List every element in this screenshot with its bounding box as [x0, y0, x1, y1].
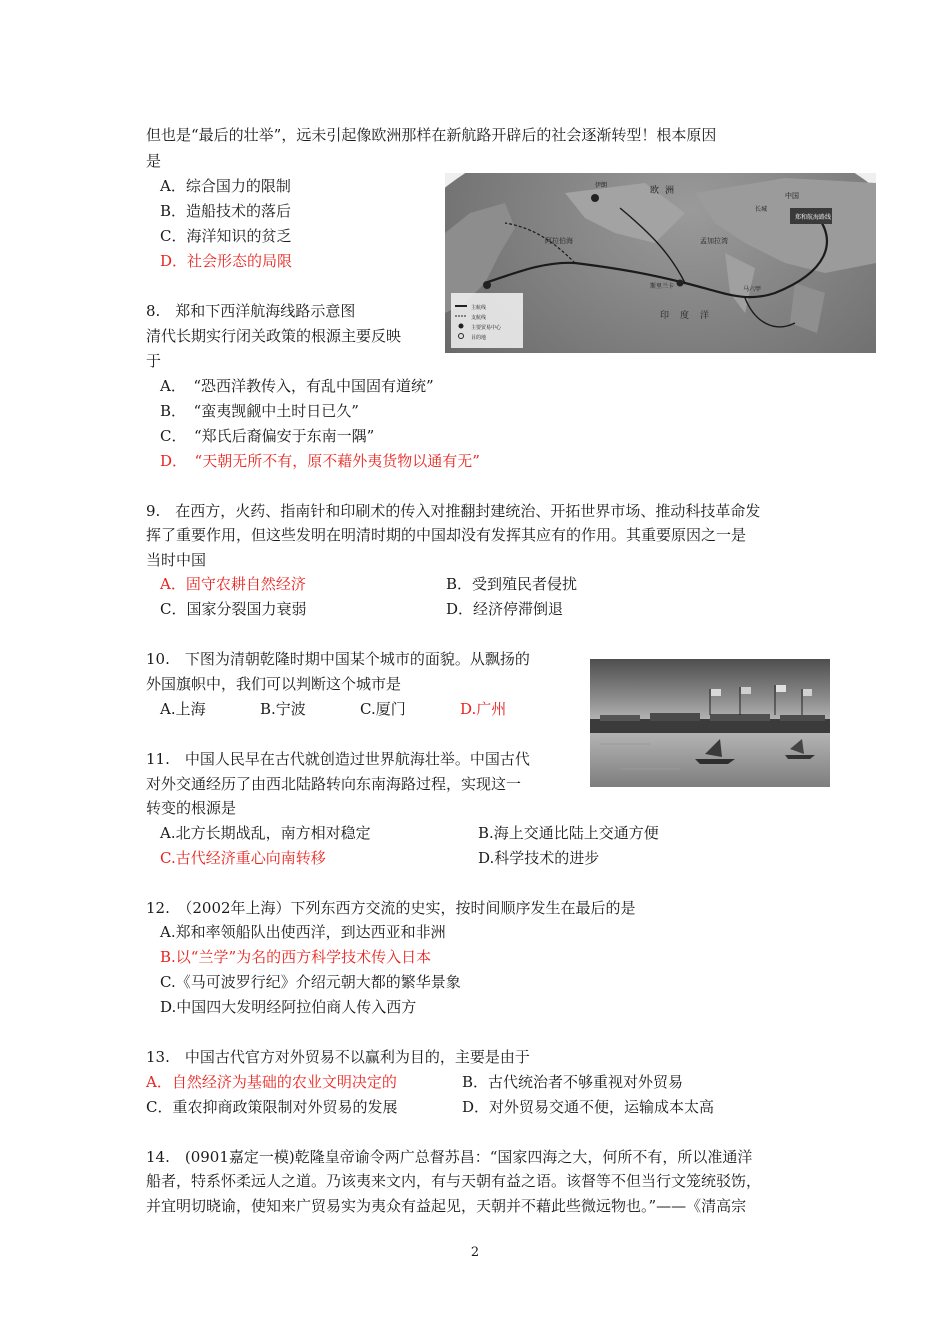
- q9-option-b: B．受到殖民者侵扰: [446, 575, 578, 593]
- zheng-he-voyage-map: [445, 173, 876, 353]
- map-legend-main-route: 主航线: [471, 305, 487, 311]
- q8-stem-line1: 8. 郑和下西洋航海线路示意图: [146, 302, 356, 320]
- q11-option-c-answer: C.古代经济重心向南转移: [160, 849, 326, 867]
- q9-stem-line2: 挥了重要作用，但这些发明在明清时期的中国却没有发挥其应有的作用。其重要原因之一是: [146, 526, 747, 544]
- map-label-iran: 伊朗: [595, 182, 608, 189]
- q14-line3: 并宜明切晓谕，使知来广贸易实为夷众有益起见，天朝并不藉此些微远物也。”——《清高宗: [146, 1197, 747, 1215]
- q12-option-c: C.《马可波罗行纪》介绍元朝大都的繁华景象: [160, 973, 461, 991]
- map-label-indian-ocean-1: 印: [660, 311, 670, 321]
- q10-stem-line1: 10. 下图为清朝乾隆时期中国某个城市的面貌。从飘扬的: [146, 650, 530, 668]
- q12-stem-line1: 12. （2002年上海）下列东西方交流的史实，按时间顺序发生在最后的是: [146, 899, 636, 917]
- map-label-bay-of-bengal: 孟加拉湾: [700, 237, 728, 245]
- q13-stem-line1: 13. 中国古代官方对外贸易不以赢利为目的，主要是由于: [146, 1048, 530, 1066]
- q9-option-d: D．经济停滞倒退: [446, 600, 564, 618]
- q11-stem-line2: 对外交通经历了由西北陆路转向东南海路过程，实现这一: [146, 775, 522, 793]
- map-label-indian-ocean-3: 洋: [700, 311, 710, 321]
- q12-option-d: D.中国四大发明经阿拉伯商人传入西方: [160, 998, 417, 1016]
- q8-option-b: B． “蛮夷觊觎中土时日已久”: [160, 402, 359, 420]
- q10-option-c: C.厦门: [360, 700, 406, 718]
- map-legend-box: [451, 293, 523, 348]
- q11-option-b: B.海上交通比陆上交通方便: [478, 824, 659, 842]
- q8-option-c: C． “郑氏后裔偏安于东南一隅”: [160, 427, 375, 445]
- q7-option-c: C．海洋知识的贫乏: [160, 227, 292, 245]
- map-label-china: 中国: [785, 192, 799, 200]
- map-label-malacca: 马六甲: [743, 286, 762, 293]
- q8-stem-line3: 于: [146, 352, 162, 370]
- q13-option-d: D．对外贸易交通不便，运输成本太高: [462, 1098, 715, 1116]
- q7-stem-line2: 是: [146, 152, 162, 170]
- q11-option-a: A.北方长期战乱，南方相对稳定: [160, 824, 371, 842]
- q7-option-d-answer: D．社会形态的局限: [160, 252, 293, 270]
- map-illustration: [445, 173, 876, 353]
- map-label-arabian-sea: 阿拉伯海: [545, 237, 573, 245]
- q10-option-b: B.宁波: [260, 700, 306, 718]
- q9-option-c: C．国家分裂国力衰弱: [160, 600, 307, 618]
- q13-option-b: B．古代统治者不够重视对外贸易: [462, 1073, 684, 1091]
- map-label-great-wall: 长城: [755, 206, 768, 213]
- harbour-illustration: [590, 659, 830, 787]
- map-label-europe-2: 洲: [665, 186, 675, 196]
- q11-option-d: D.科学技术的进步: [478, 849, 600, 867]
- q9-stem-line1: 9. 在西方，火药、指南针和印刷术的传入对推翻封建统治、开拓世界市场、推动科技革命发: [146, 502, 761, 520]
- page-number: 2: [470, 1245, 480, 1260]
- map-legend-branch-route: 支航线: [471, 315, 487, 321]
- canton-harbour-painting: [590, 659, 830, 787]
- q7-option-a: A．综合国力的限制: [160, 177, 291, 195]
- q7-option-b: B．造船技术的落后: [160, 202, 292, 220]
- q14-line1: 14. (0901嘉定一模)乾隆皇帝谕令两广总督苏昌：“国家四海之大，何所不有，所以准通洋: [146, 1148, 753, 1166]
- q8-stem-line2: 清代长期实行闭关政策的根源主要反映: [146, 327, 402, 345]
- map-legend-destination: 目的地: [471, 335, 487, 341]
- map-title-label: 郑和航海路线: [795, 214, 832, 221]
- q14-line2: 船者，特系怀柔远人之道。乃该夷来文内，有与天朝有益之语。该督等不但当行文笼统驳饬，: [146, 1172, 762, 1190]
- q11-stem-line3: 转变的根源是: [146, 799, 237, 817]
- map-label-sri-lanka: 斯里兰卡: [650, 283, 675, 290]
- q9-stem-line3: 当时中国: [146, 551, 207, 569]
- map-legend-trade-center: 主要贸易中心: [471, 325, 502, 331]
- map-label-indian-ocean-2: 度: [680, 311, 690, 321]
- q13-option-c: C．重农抑商政策限制对外贸易的发展: [146, 1098, 398, 1116]
- q10-option-a: A.上海: [160, 700, 206, 718]
- q8-option-d-answer: D． “天朝无所不有，原不藉外夷货物以通有无”: [160, 452, 480, 470]
- q9-option-a-answer: A．固守农耕自然经济: [160, 575, 306, 593]
- q12-option-b-answer: B.以“兰学”为名的西方科学技术传入日本: [160, 948, 432, 966]
- q11-stem-line1: 11. 中国人民早在古代就创造过世界航海壮举。中国古代: [146, 750, 530, 768]
- map-label-europe-1: 欧: [650, 186, 660, 196]
- q13-option-a-answer: A．自然经济为基础的农业文明决定的: [146, 1073, 397, 1091]
- q8-option-a: A． “恐西洋教传入，有乱中国固有道统”: [160, 377, 434, 395]
- q10-option-d-answer: D.广州: [460, 700, 507, 718]
- q7-stem-line1: 但也是“最后的壮举”，远未引起像欧洲那样在新航路开辟后的社会逐渐转型！根本原因: [146, 126, 717, 144]
- q12-option-a: A.郑和率领船队出使西洋，到达西亚和非洲: [160, 923, 446, 941]
- q10-stem-line2: 外国旗帜中，我们可以判断这个城市是: [146, 675, 402, 693]
